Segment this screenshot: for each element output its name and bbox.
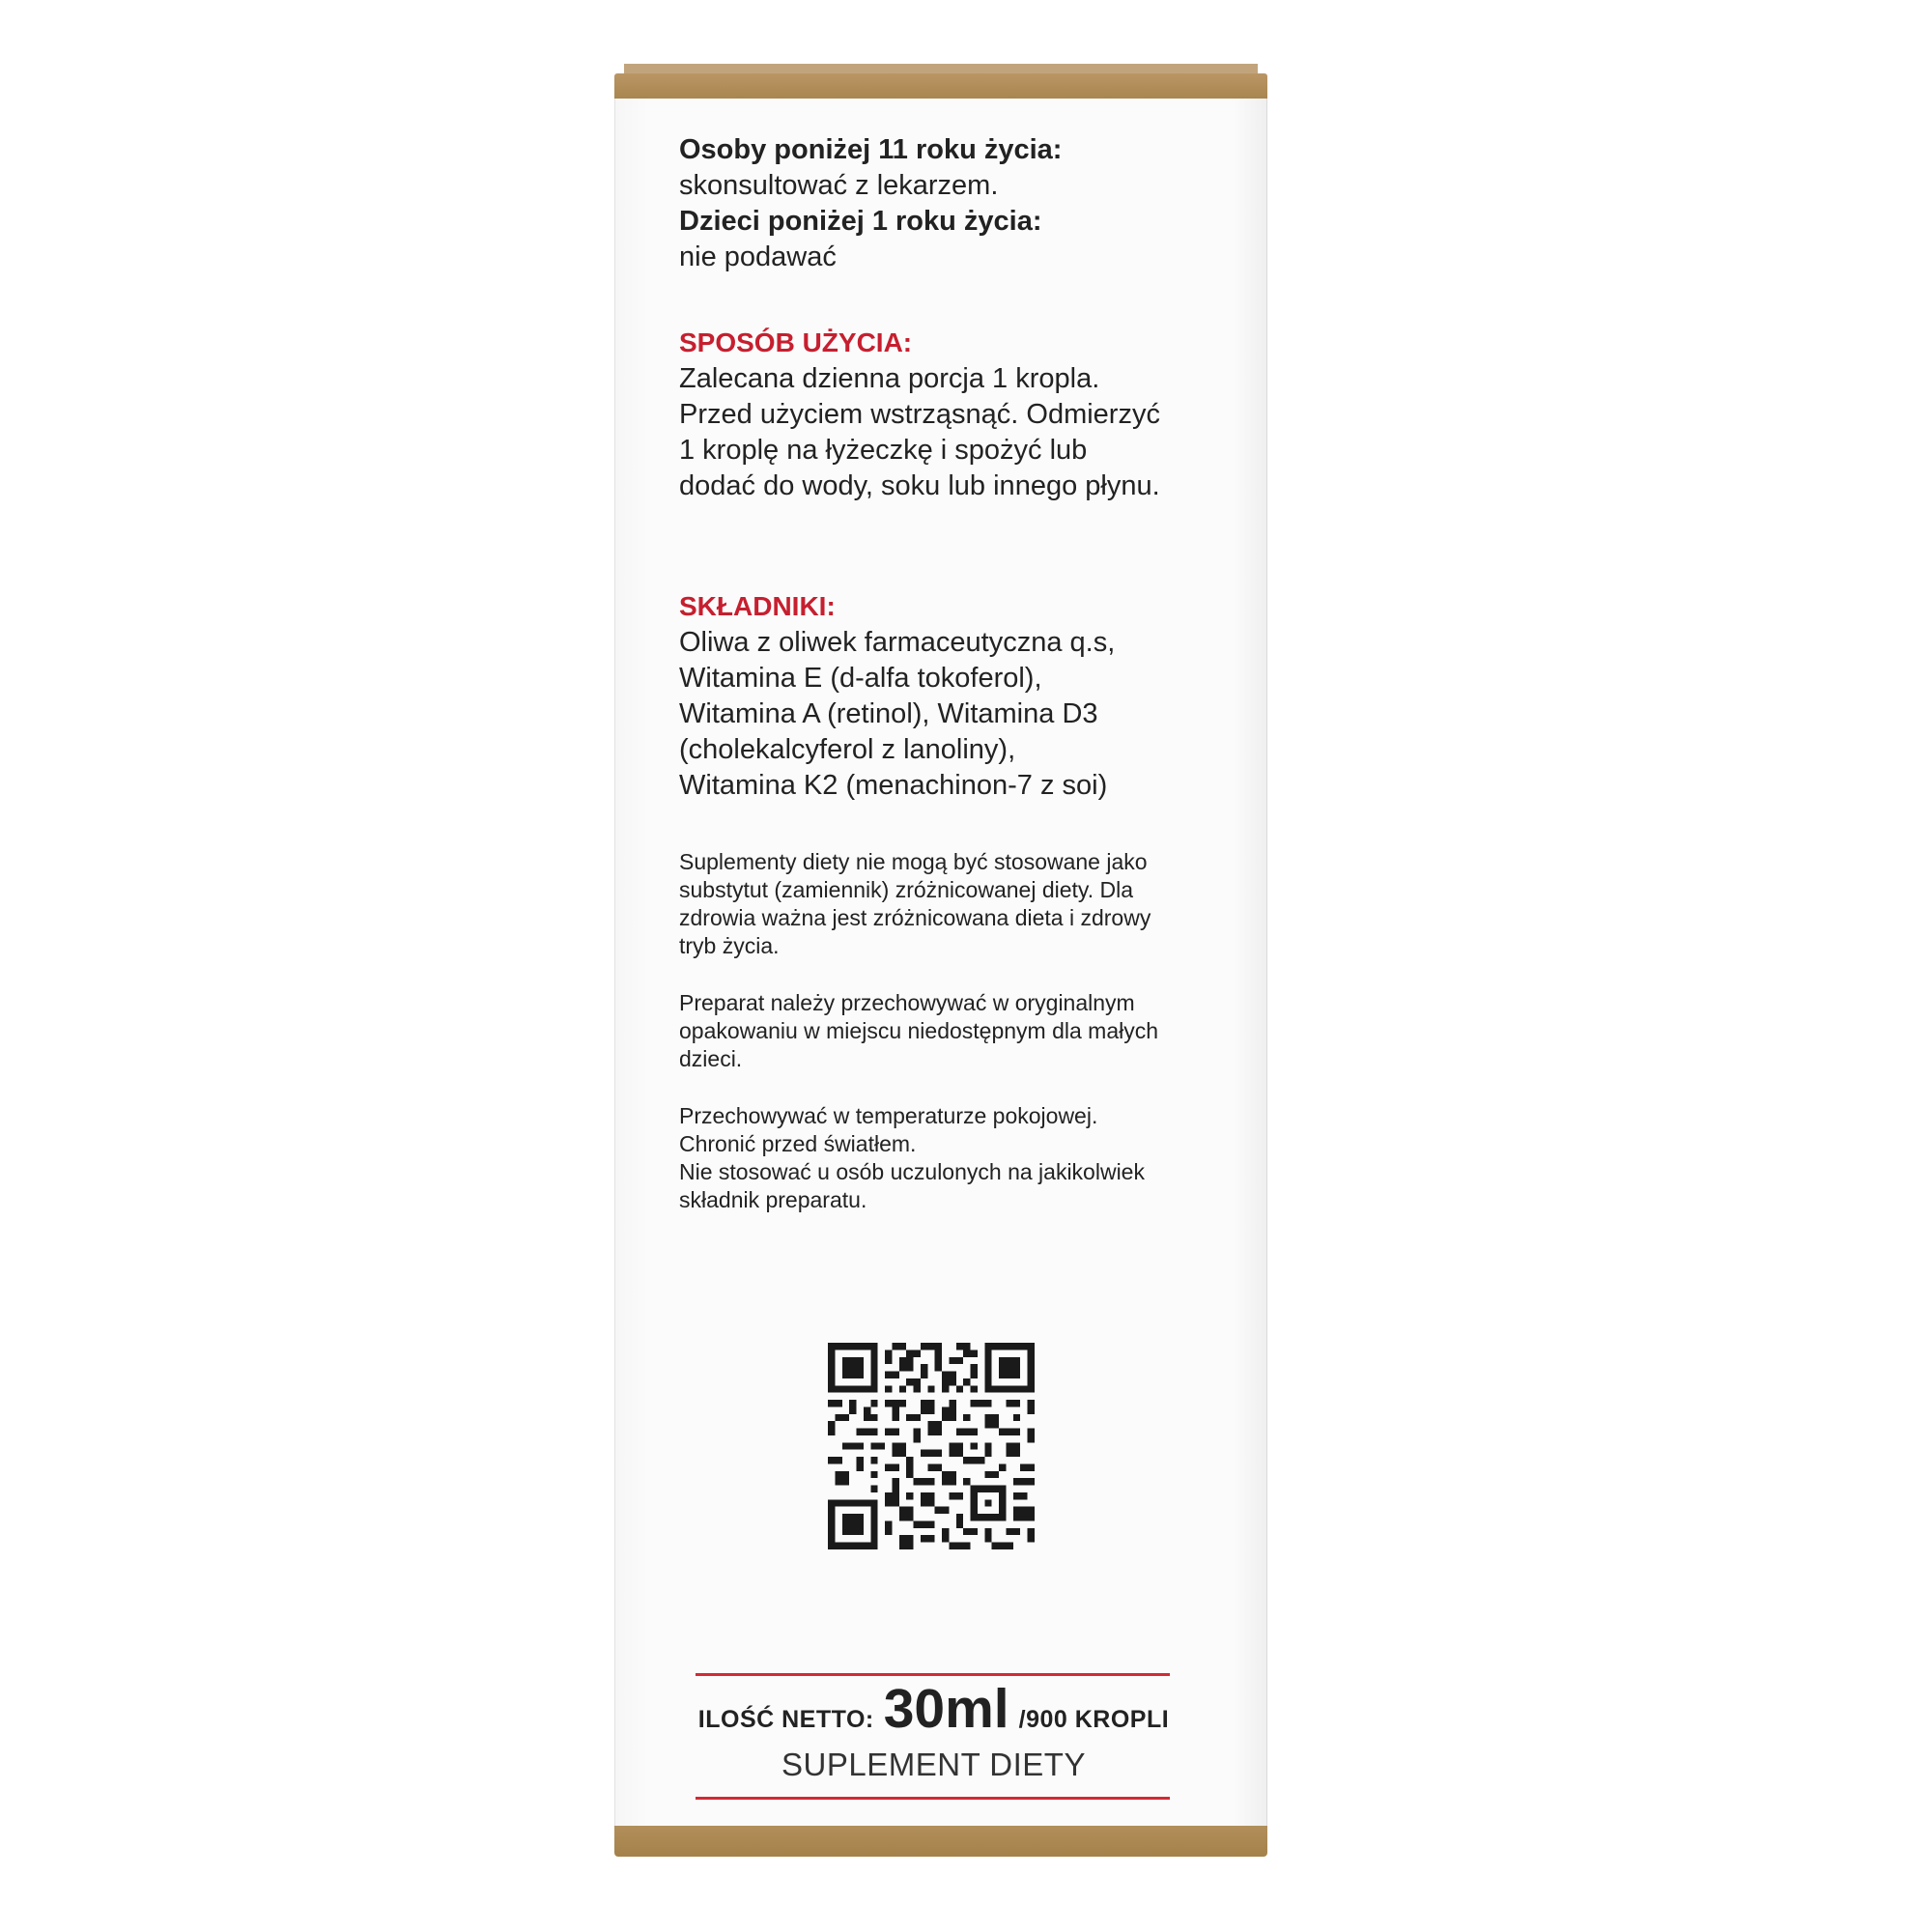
qr-code-icon	[828, 1343, 1035, 1549]
ingredient-line: Witamina E (d-alfa tokoferol),	[679, 663, 1042, 694]
usage-line: dodać do wody, soku lub innego płynu.	[679, 470, 1160, 501]
under-11-heading: Osoby poniżej 11 roku życia:	[679, 134, 1063, 165]
box-top-band	[614, 73, 1267, 99]
under-1-heading: Dzieci poniżej 1 roku życia:	[679, 206, 1042, 237]
under-11-text: skonsultować z lekarzem.	[679, 170, 999, 201]
net-quantity-drops: /900 KROPLI	[1018, 1706, 1170, 1733]
ingredient-line: Oliwa z oliwek farmaceutyczna q.s,	[679, 627, 1116, 658]
top-red-rule	[696, 1673, 1170, 1676]
ingredient-line: Witamina K2 (menachinon-7 z soi)	[679, 770, 1108, 801]
ingredient-line: Witamina A (retinol), Witamina D3	[679, 698, 1098, 729]
diet-note-line: substytut (zamiennik) zróżnicowanej diety. Dla	[679, 877, 1133, 902]
under-1-text: nie podawać	[679, 242, 837, 272]
diet-note-line: tryb życia.	[679, 933, 780, 958]
temperature-note-line: Chronić przed światłem.	[679, 1131, 917, 1156]
product-type: SUPLEMENT DIETY	[781, 1747, 1086, 1782]
net-quantity-label: ILOŚĆ NETTO:	[697, 1706, 874, 1733]
temperature-note-line: Przechowywać w temperaturze pokojowej.	[679, 1103, 1098, 1128]
ingredients-heading: SKŁADNIKI:	[679, 591, 836, 621]
bottom-red-rule	[696, 1797, 1170, 1800]
temperature-note-line: Nie stosować u osób uczulonych na jakikolwiek	[679, 1159, 1145, 1184]
usage-line: Przed użyciem wstrząsnąć. Odmierzyć	[679, 399, 1160, 430]
storage-note-line: dzieci.	[679, 1046, 743, 1071]
ingredient-line: (cholekalcyferol z lanoliny),	[679, 734, 1016, 765]
usage-heading: SPOSÓB UŻYCIA:	[679, 327, 913, 357]
storage-note-line: opakowaniu w miejscu niedostępnym dla małych	[679, 1018, 1159, 1043]
usage-line: 1 kroplę na łyżeczkę i spożyć lub	[679, 435, 1088, 466]
net-quantity	[697, 1677, 1170, 1743]
diet-note-line: zdrowia ważna jest zróżnicowana dieta i zdrowy	[679, 905, 1151, 930]
usage-line: Zalecana dzienna porcja 1 kropla.	[679, 363, 1100, 394]
diet-note-line: Suplementy diety nie mogą być stosowane jako	[679, 849, 1148, 874]
box-bottom-band	[614, 1826, 1267, 1857]
temperature-note-line: składnik preparatu.	[679, 1187, 867, 1212]
storage-note-line: Preparat należy przechowywać w oryginalnym	[679, 990, 1135, 1015]
net-quantity-value: 30ml	[883, 1678, 1009, 1740]
